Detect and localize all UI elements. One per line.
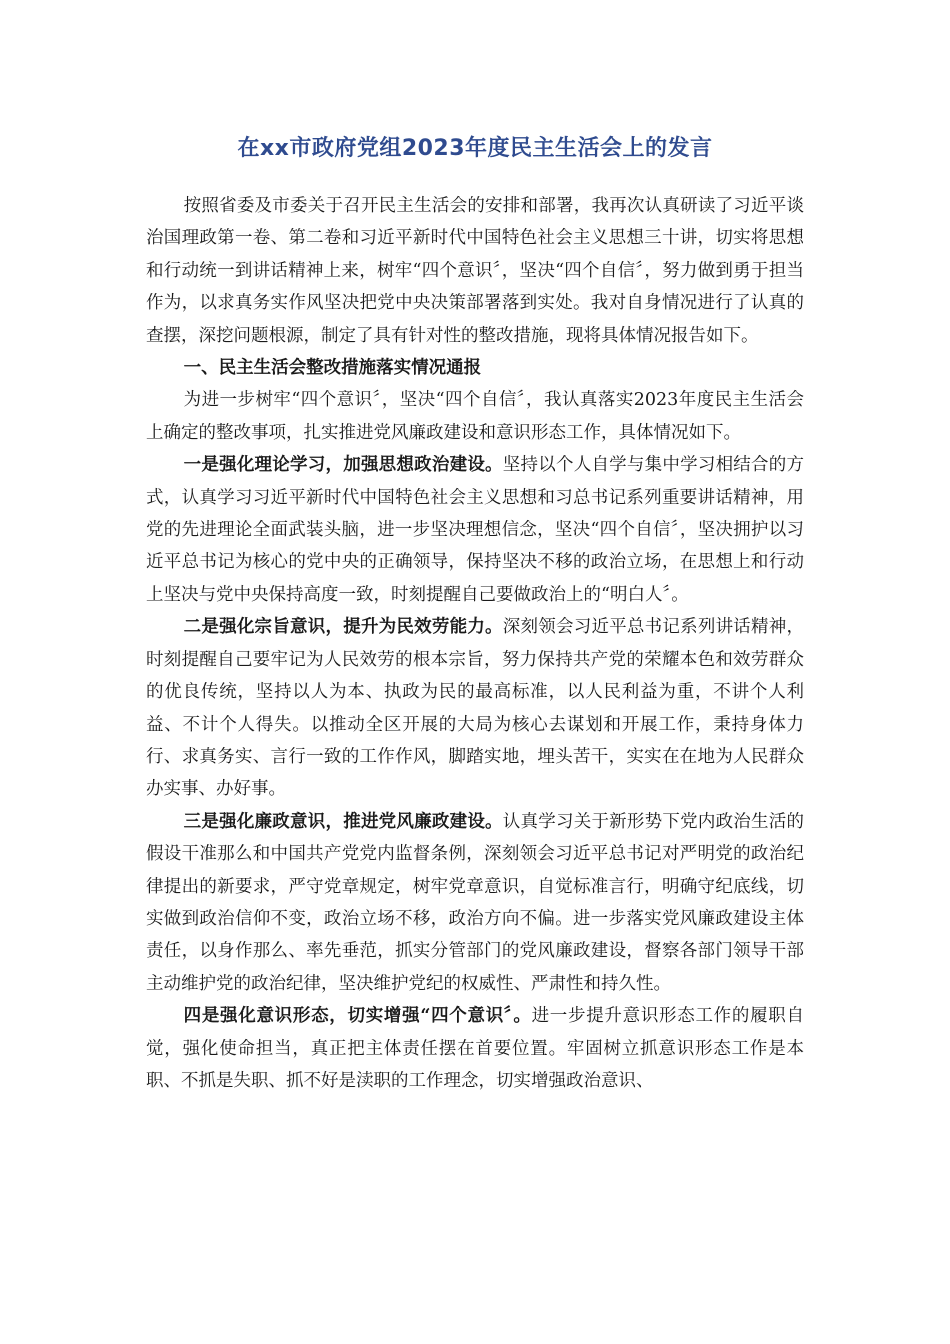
- item-text: 认真学习关于新形势下党内政治生活的假设干准那么和中国共产党党内监督条例，深刻领会习近平总书记对严明党的政治纪律提出的新要求，严守党章规定，树牢党章意识，自觉标准言行，明确守纪底线，切实做到政治信仰不变，政治立场不移，政治方向不偏。进一步落实党风廉政建设主体责任，以身作那么、率先垂范，抓实分管部门的党风廉政建设，督察各部门领导干部主动维护党的政治纪律，坚决维护党纪的权威性、严肃性和持久性。: [146, 811, 805, 994]
- item-text: 深刻领会习近平总书记系列讲话精神，时刻提醒自己要牢记为人民效劳的根本宗旨，努力保持共产党的荣耀本色和效劳群众的优良传统，坚持以人为本、执政为民的最高标准，以人民利益为重，不讲个人利益、不计个人得失。以推动全区开展的大局为核心去谋划和开展工作，秉持身体力行、求真务实、言行一致的工作作风，脚踏实地，埋头苦干，实实在在地为人民群众办实事、办好事。: [146, 617, 805, 800]
- section-heading: 一、民主生活会整改措施落实情况通报: [183, 358, 482, 379]
- item-paragraph-4: [146, 1000, 804, 1097]
- document-title: 在xx市政府党组2023年度民主生活会上的发言: [237, 136, 713, 161]
- item-text: 坚持以个人自学与集中学习相结合的方式，认真学习习近平新时代中国特色社会主义思想和习总书记系列重要讲话精神，用党的先进理论全面武装头脑，进一步坚决理想信念，坚决“四个自信〞，坚决拥护以习近平总书记为核心的党中央的正确领导，保持坚决不移的政治立场，在思想上和行动上坚决与党中央保持高度一致，时刻提醒自己要做政治上的“明白人〞。: [146, 455, 805, 605]
- document-body: [146, 190, 804, 1097]
- section-intro-paragraph: 为进一步树牢“四个意识〞，坚决“四个自信〞，我认真落实2023年度民主生活会上确定的整改事项，扎实推进党风廉政建设和意识形态工作，具体情况如下。: [146, 390, 804, 443]
- item-paragraph-2: [146, 611, 804, 805]
- intro-paragraph: 按照省委及市委关于召开民主生活会的安排和部署，我再次认真研读了习近平谈治国理政第一卷、第二卷和习近平新时代中国特色社会主义思想三十讲，切实将思想和行动统一到讲话精神上来，树牢“四个意识〞，坚决“四个自信〞，努力做到勇于担当作为，以求真务实作风坚决把党中央决策部署落到实处。我对自身情况进行了认真的查摆，深挖问题根源，制定了具有针对性的整改措施，现将具体情况报告如下。: [146, 196, 804, 346]
- item-text: 进一步提升意识形态工作的履职自觉，强化使命担当，真正把主体责任摆在首要位置。牢固树立抓意识形态工作是本职、不抓是失职、抓不好是渎职的工作理念，切实增强政治意识、: [146, 1006, 804, 1091]
- item-paragraph-1: [146, 449, 804, 611]
- item-lead: 四是强化意识形态，切实增强“四个意识〞。: [183, 1006, 532, 1027]
- item-lead: 一是强化理论学习，加强思想政治建设。: [183, 455, 503, 476]
- item-lead: 二是强化宗旨意识，提升为民效劳能力。: [183, 617, 503, 638]
- item-lead: 三是强化廉政意识，推进党风廉政建设。: [183, 811, 503, 832]
- item-paragraph-3: [146, 806, 804, 1000]
